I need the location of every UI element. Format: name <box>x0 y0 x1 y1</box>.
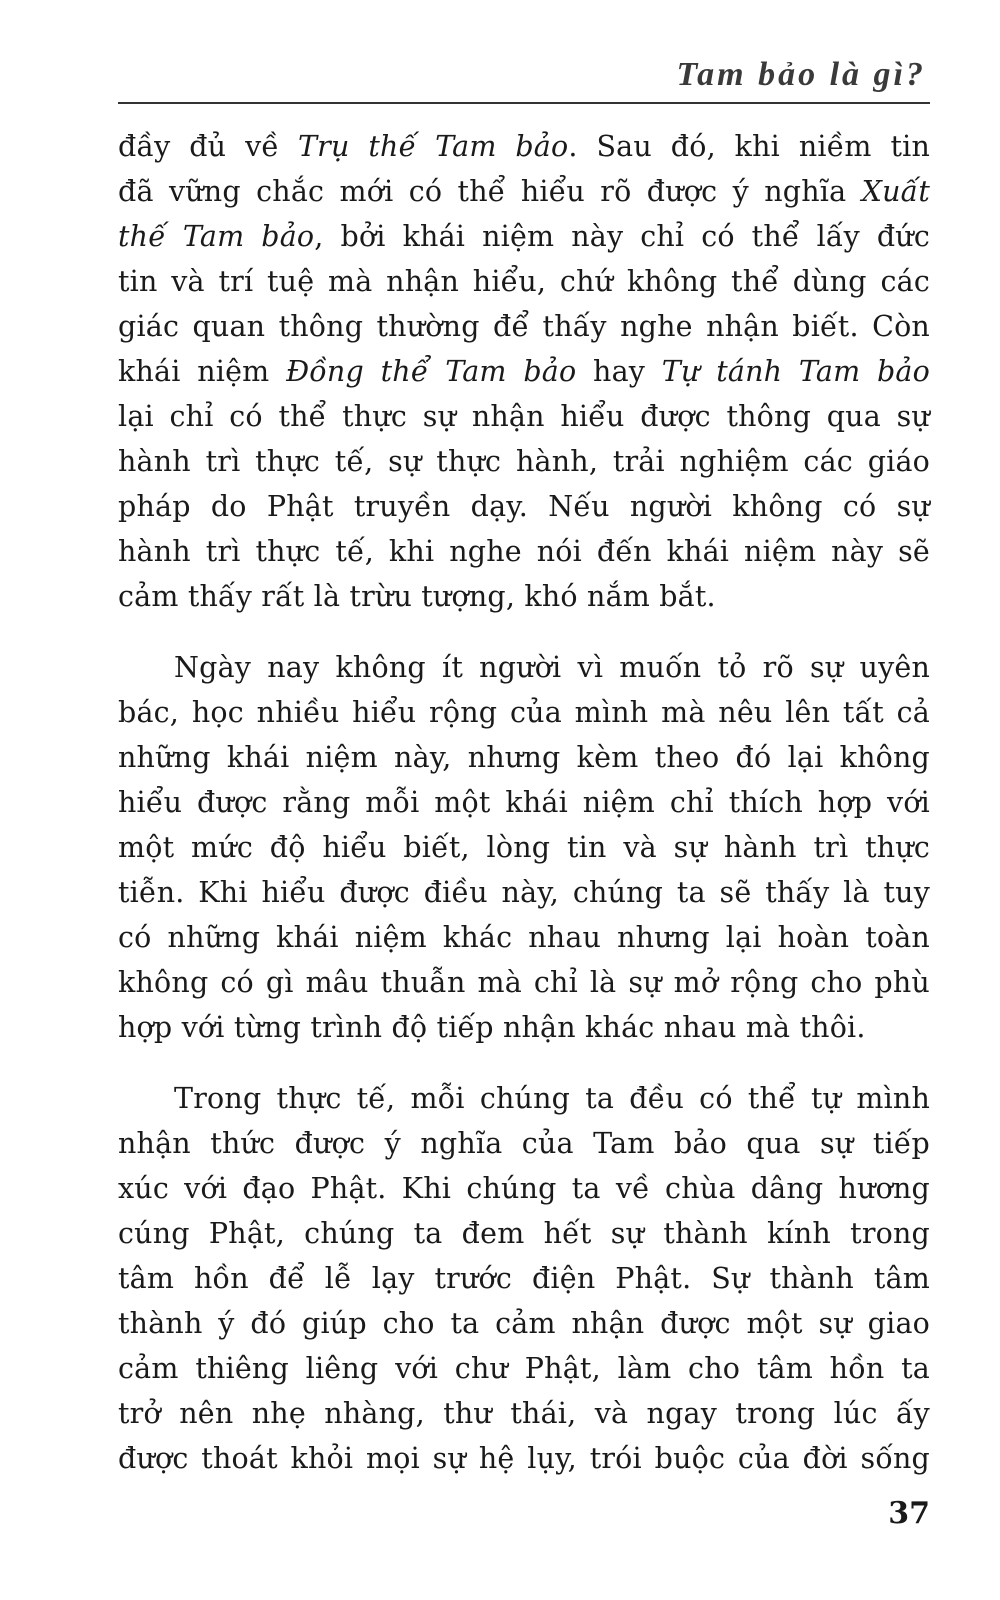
text-line: có những khái niệm khác nhau nhưng lại hoàn toàn <box>118 921 930 954</box>
text-line: cảm thiêng liêng với chư Phật, làm cho tâm hồn ta <box>118 1352 930 1385</box>
text-line: Trong thực tế, mỗi chúng ta đều có thể tự mình <box>174 1082 930 1115</box>
text-line: pháp do Phật truyền dạy. Nếu người không có sự <box>118 490 930 523</box>
text-line: khái niệm Đồng thể Tam bảo hay Tự tánh Tam bảo <box>118 355 930 388</box>
text-line: không có gì mâu thuẫn mà chỉ là sự mở rộng cho phù <box>118 966 930 999</box>
text-line: nhận thức được ý nghĩa của Tam bảo qua sự tiếp <box>118 1127 930 1160</box>
text-line: thế Tam bảo, bởi khái niệm này chỉ có thể lấy đức <box>118 220 930 253</box>
text-line: Ngày nay không ít người vì muốn tỏ rõ sự uyên <box>174 651 930 684</box>
text-line: tâm hồn để lễ lạy trước điện Phật. Sự thành tâm <box>118 1262 930 1295</box>
text-line: lại chỉ có thể thực sự nhận hiểu được thông qua sự <box>118 400 930 433</box>
text-line: thành ý đó giúp cho ta cảm nhận được một sự giao <box>118 1307 930 1340</box>
italic-term: Xuất <box>861 175 930 208</box>
italic-term: thế Tam bảo <box>118 220 315 253</box>
text-line: hợp với từng trình độ tiếp nhận khác nhau mà thôi. <box>118 1011 866 1044</box>
text-line: đầy đủ về Trụ thế Tam bảo. Sau đó, khi niềm tin <box>118 130 931 163</box>
paragraph-3 <box>118 1076 930 1481</box>
text-line: xúc với đạo Phật. Khi chúng ta về chùa dâng hương <box>118 1172 930 1205</box>
text-line: giác quan thông thường để thấy nghe nhận biết. Còn <box>118 310 930 343</box>
text-line: bác, học nhiều hiểu rộng của mình mà nêu lên tất cả <box>118 696 930 729</box>
text-line: một mức độ hiểu biết, lòng tin và sự hành trì thực <box>118 831 930 864</box>
text-line: cúng Phật, chúng ta đem hết sự thành kính trong <box>118 1217 930 1250</box>
italic-term: Đồng thể Tam bảo <box>286 355 577 388</box>
paragraph-2 <box>118 645 930 1050</box>
text-line: tin và trí tuệ mà nhận hiểu, chứ không thể dùng các <box>118 265 930 298</box>
italic-term: Trụ thế Tam bảo <box>297 130 569 163</box>
text-line: tiễn. Khi hiểu được điều này, chúng ta sẽ thấy là tuy <box>118 876 930 909</box>
text-body <box>118 124 930 1507</box>
text-line: được thoát khỏi mọi sự hệ lụy, trói buộc của đời sống <box>118 1442 930 1475</box>
text-line: hành trì thực tế, sự thực hành, trải nghiệm các giáo <box>118 445 930 478</box>
paragraph-1 <box>118 124 930 619</box>
text-line: cảm thấy rất là trừu tượng, khó nắm bắt. <box>118 580 716 613</box>
running-title: Tam bảo là gì? <box>676 56 926 93</box>
text-line: đã vững chắc mới có thể hiểu rõ được ý nghĩa Xuất <box>118 175 930 208</box>
text-line: hiểu được rằng mỗi một khái niệm chỉ thích hợp với <box>118 786 930 819</box>
text-line: hành trì thực tế, khi nghe nói đến khái niệm này sẽ <box>118 535 930 568</box>
page-number: 37 <box>888 1496 930 1531</box>
text-line: những khái niệm này, nhưng kèm theo đó lại không <box>118 741 930 774</box>
running-header <box>118 52 930 104</box>
text-line: trở nên nhẹ nhàng, thư thái, và ngay trong lúc ấy <box>118 1397 930 1430</box>
italic-term: Tự tánh Tam bảo <box>661 355 930 388</box>
